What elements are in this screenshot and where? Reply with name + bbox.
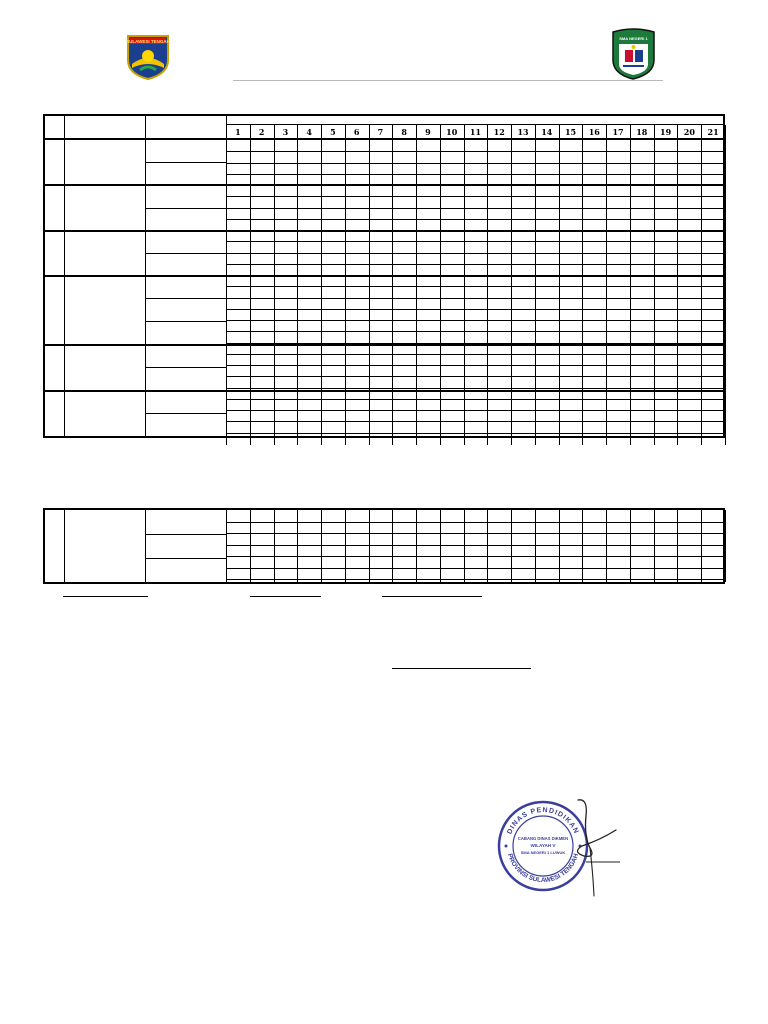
group-separator: [45, 275, 723, 277]
row-rule: [226, 421, 725, 422]
row-rule: [226, 579, 725, 580]
group-separator: [45, 390, 723, 392]
row-rule: [226, 309, 725, 310]
day-number-label: 13: [517, 127, 529, 137]
subgroup-separator: [145, 253, 226, 254]
row-rule: [226, 410, 725, 411]
day-number-label: 7: [377, 127, 384, 137]
day-number-label: 11: [469, 127, 482, 137]
subgroup-separator: [145, 321, 226, 322]
header-bottom-rule: [45, 138, 723, 140]
day-number-label: 10: [446, 127, 458, 137]
row-rule: [226, 174, 725, 175]
row-rule: [226, 376, 725, 377]
row-rule: [226, 545, 725, 546]
day-number-label: 4: [306, 127, 312, 137]
day-number-label: 2: [258, 127, 265, 137]
row-rule: [226, 433, 725, 434]
row-rule: [226, 286, 725, 287]
day-number-label: 17: [612, 127, 624, 137]
day-number-label: 16: [588, 127, 600, 137]
svg-text:SULAWESI TENGAH: SULAWESI TENGAH: [126, 39, 170, 44]
header-rule: [226, 124, 725, 125]
day-number-label: 9: [425, 127, 431, 137]
group-separator: [45, 230, 723, 232]
subgroup-separator: [145, 298, 226, 299]
svg-text:SMA NEGERI 1: SMA NEGERI 1: [619, 36, 648, 41]
row-rule: [226, 556, 725, 557]
row-rule: [226, 208, 725, 209]
subgroup-separator: [145, 208, 226, 209]
row-rule: [226, 399, 725, 400]
row-rule: [226, 298, 725, 299]
provincial-crest-icon: [126, 34, 170, 80]
column-divider: [145, 510, 146, 582]
day-number-label: 18: [636, 127, 648, 137]
svg-text:PROVINSI SULAWESI TENGAH: PROVINSI SULAWESI TENGAH: [505, 852, 581, 885]
row-rule: [226, 264, 725, 265]
row-rule: [226, 241, 725, 242]
row-rule: [226, 163, 725, 164]
row-rule: [226, 388, 725, 389]
column-divider: [64, 510, 65, 582]
subgroup-separator: [145, 413, 226, 414]
day-number-label: 12: [493, 127, 505, 137]
row-rule: [226, 365, 725, 366]
subgroup-separator: [145, 534, 226, 535]
row-rule: [226, 151, 725, 152]
subgroup-separator: [145, 558, 226, 559]
day-number-label: 5: [330, 127, 336, 137]
row-rule: [226, 522, 725, 523]
svg-text:SMA NEGERI 1 LUWUK: SMA NEGERI 1 LUWUK: [520, 850, 566, 855]
row-rule: [226, 533, 725, 534]
group-separator: [45, 184, 723, 186]
svg-text:CABANG DINAS DIKMEN: CABANG DINAS DIKMEN: [517, 836, 569, 841]
signature-line-1: [63, 596, 148, 597]
header-divider: [233, 80, 663, 81]
row-rule: [226, 253, 725, 254]
signature-line-2: [250, 596, 321, 597]
day-number-label: 19: [660, 127, 672, 137]
day-number-label: 15: [564, 127, 577, 137]
day-number-label: 20: [683, 127, 695, 137]
school-crest-icon: [611, 28, 656, 80]
row-rule: [226, 331, 725, 332]
row-rule: [226, 320, 725, 321]
day-number-label: 14: [541, 127, 553, 137]
subgroup-separator: [145, 367, 226, 368]
row-rule: [226, 219, 725, 220]
subgroup-separator: [145, 162, 226, 163]
svg-text:WILAYAH V: WILAYAH V: [530, 843, 556, 848]
day-column-divider: [725, 125, 726, 445]
row-rule: [226, 568, 725, 569]
day-number-label: 1: [235, 127, 241, 137]
day-number-label: 6: [353, 127, 360, 137]
principal-signature: [560, 796, 632, 900]
schedule-table: [43, 114, 725, 438]
signature-line-principal: [392, 668, 531, 669]
schedule-table-lower: [43, 508, 725, 584]
row-rule: [226, 354, 725, 355]
day-number-label: 3: [282, 127, 289, 137]
day-number-label: 8: [401, 127, 407, 137]
svg-text:DINAS PENDIDIKAN: DINAS PENDIDIKAN: [506, 806, 580, 836]
day-column-divider: [725, 510, 726, 582]
group-separator: [45, 344, 723, 346]
row-rule: [226, 196, 725, 197]
day-number-label: 21: [707, 127, 719, 137]
signature-line-3: [382, 596, 482, 597]
